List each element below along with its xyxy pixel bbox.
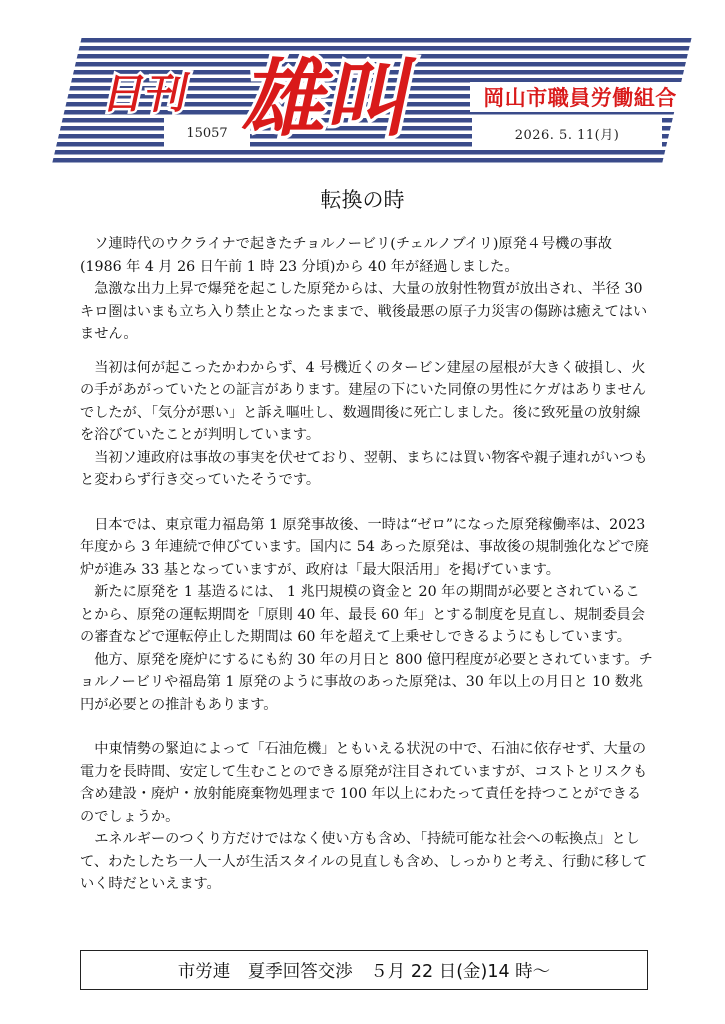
stripe [52, 158, 692, 163]
paragraph-3: 当初は何が起こったかわからず、4 号機近くのタービン建屋の屋根が大きく破損し、火の手があがっていたとの証言があります。建屋の下にいた同僚の男性にケガはありませんでしたが、「気分が悪い」と訴え嘔吐し、数週間後に死亡しました。後に致死量の放射線を浴びていたことが判明しています。 [80, 359, 647, 443]
issue-number: 15057 [186, 125, 228, 141]
union-name: 岡山市職員労働組合 [483, 86, 677, 110]
paragraph-4: 当初ソ連政府は事故の事実を伏せており、翌朝、まちには買い物客や親子連れがいつもと変わらず行き交っていたそうです。 [80, 449, 648, 488]
issue-date: 2026. 5. 11(月) [514, 127, 620, 143]
issue-date-box [472, 118, 662, 148]
event-banner [80, 950, 648, 990]
paragraph-2: 急激な出力上昇で爆発を起こした原発からは、大量の放射性物質が放出され、半径 30 キロ圏はいまも立ち入り禁止となったままで、戦後最悪の原子力災害の傷跡は癒えてはいません。 [80, 281, 648, 342]
logo-big-text: 雄叫 [236, 50, 425, 149]
masthead [52, 36, 692, 164]
logo-small-text: 日刊 [98, 70, 193, 119]
union-name-box [470, 82, 690, 112]
paragraph-8: 中東情勢の緊迫によって「石油危機」ともいえる状況の中で、石油に依存せず、大量の電力を長時間、安定して生むことのできる原発が注目されていますが、コストとリスクも含め建設・廃炉・放射能廃棄物処理まで 100 年以上にわたって責任を持つことができるのでしょうか。 [80, 741, 648, 825]
stripe [52, 38, 692, 43]
newspaper-logo [98, 46, 448, 149]
paragraph-6: 新たに原発を 1 基造るには、 1 兆円規模の資金と 20 年の期間が必要とされていることから、原発の運転期間を「原則 40 年、最長 60 年」とする制度を見直し、規制委員会の審査などで運転停止した期間は 60 年を超えて上乗せしできるようにもしています。 [80, 584, 645, 645]
event-banner-text: 市労連 夏季回答交渉 ５月 22 日(金)14 時～ [177, 961, 551, 982]
paragraph-5: 日本では、東京電力福島第 1 原発事故後、一時は“ゼロ”になった原発稼働率は、2023 年度から 3 年連続で伸びています。国内に 54 あった原発は、事故後の規制強化などで廃炉が進み 33 基となっていますが、政府は「最大限活用」を掲げています。 [80, 516, 649, 578]
paragraph-9: エネルギーのつくり方だけではなく使い方も含め、「持続可能な社会への転換点」として、わたしたち一人一人が生活スタイルの見直しも含め、しっかりと考え、行動に移していく時だといえます。 [80, 831, 648, 892]
paragraph-1: ソ連時代のウクライナで起きたチョルノービリ(チェルノブイリ)原発４号機の事故(1986 年 4 月 26 日午前 1 時 23 分頃)から 40 年が経過しました。 [80, 236, 612, 275]
article-body [80, 233, 653, 896]
paragraph-7: 他方、原発を廃炉にするにも約 30 年の月日と 800 億円程度が必要とされています。チョルノービリや福島第 1 原発のように事故のあった原発は、30 年以上の月日と 10 数兆円が必要との推計もあります。 [80, 651, 653, 713]
article-title: 転換の時 [320, 188, 405, 212]
stripe [52, 150, 692, 155]
